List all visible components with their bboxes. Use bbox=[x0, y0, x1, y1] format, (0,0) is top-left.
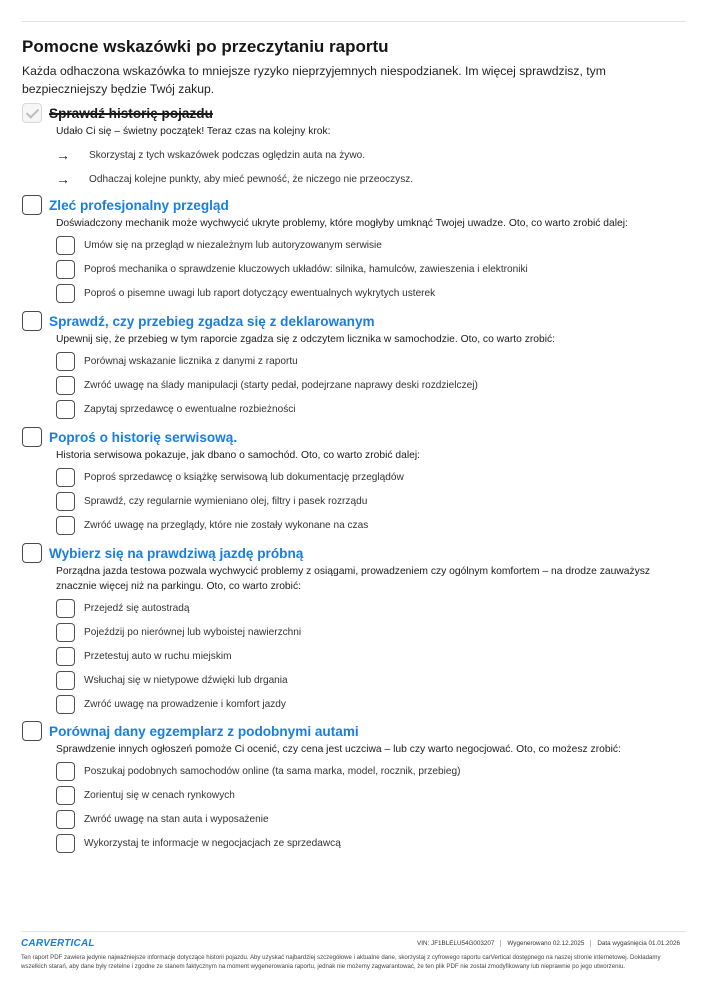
section-checkbox[interactable] bbox=[22, 721, 42, 741]
checklist-item bbox=[56, 260, 687, 279]
section-vehicle-history bbox=[22, 103, 687, 187]
checklist-item-label: Wykorzystaj te informacje w negocjacjach ze sprzedawcą bbox=[84, 838, 341, 849]
item-checkbox[interactable] bbox=[56, 352, 75, 371]
item-checkbox[interactable] bbox=[56, 400, 75, 419]
vin-number: VIN: JF1BLELU54G003207 bbox=[417, 940, 495, 947]
checklist-item-label: Poproś o pisemne uwagi lub raport dotyczący ewentualnych wykrytych usterek bbox=[84, 288, 436, 299]
checklist-item-label: Pojeździj po nierównej lub wyboistej nawierzchni bbox=[84, 627, 302, 638]
checklist-item-label: Zwróć uwagę na prowadzenie i komfort jazdy bbox=[84, 699, 286, 710]
section-professional-inspection bbox=[22, 195, 687, 303]
list-item bbox=[56, 148, 687, 163]
checklist-item-label: Zapytaj sprzedawcę o ewentualne rozbieżności bbox=[84, 404, 296, 415]
checklist-item bbox=[56, 236, 687, 255]
section-title: Wybierz się na prawdziwą jazdę próbną bbox=[49, 545, 304, 561]
checklist-item-label: Przetestuj auto w ruchu miejskim bbox=[84, 651, 232, 662]
checklist-item bbox=[56, 671, 687, 690]
item-checkbox[interactable] bbox=[56, 834, 75, 853]
checklist-item-label: Poproś mechanika o sprawdzenie kluczowych układów: silnika, hamulców, zawieszenia i elektroniki bbox=[84, 264, 528, 275]
generated-date: Wygenerowano 02.12.2025 bbox=[500, 940, 590, 947]
checklist-item bbox=[56, 695, 687, 714]
checklist-item bbox=[56, 599, 687, 618]
arrow-right-icon: → bbox=[56, 147, 70, 163]
checklist-item-label: Umów się na przegląd w niezależnym lub autoryzowanym serwisie bbox=[84, 240, 382, 251]
checklist-item-label: Sprawdź, czy regularnie wymieniano olej, filtry i pasek rozrządu bbox=[84, 496, 368, 507]
item-checkbox[interactable] bbox=[56, 376, 75, 395]
section-test-drive bbox=[22, 543, 687, 714]
checklist-item bbox=[56, 834, 687, 853]
list-item bbox=[56, 172, 687, 187]
section-checkbox[interactable] bbox=[22, 427, 42, 447]
checklist-item-label: Zwróć uwagę na stan auta i wyposażenie bbox=[84, 814, 269, 825]
list-item-label: Skorzystaj z tych wskazówek podczas oględzin auta na żywo. bbox=[89, 150, 366, 161]
section-description: Doświadczony mechanik może wychwycić ukryte problemy, które mogłyby umknąć Twojej uwadze. Oto, co warto zrobić dalej: bbox=[56, 218, 628, 229]
checklist-item bbox=[56, 352, 687, 371]
section-header bbox=[22, 103, 687, 123]
top-divider bbox=[21, 21, 686, 22]
checklist-item bbox=[56, 516, 687, 535]
checklist-item bbox=[56, 647, 687, 666]
checklist-item bbox=[56, 468, 687, 487]
checklist-item bbox=[56, 400, 687, 419]
section-compare-listings bbox=[22, 721, 687, 853]
item-checkbox[interactable] bbox=[56, 786, 75, 805]
item-checkbox[interactable] bbox=[56, 516, 75, 535]
item-checkbox[interactable] bbox=[56, 284, 75, 303]
section-service-history bbox=[22, 427, 687, 535]
section-title: Sprawdź historię pojazdu bbox=[49, 105, 213, 121]
checklist-item-label: Wsłuchaj się w nietypowe dźwięki lub drgania bbox=[84, 675, 288, 686]
section-title: Porównaj dany egzemplarz z podobnymi autami bbox=[49, 723, 359, 739]
checklist-item bbox=[56, 786, 687, 805]
item-checkbox[interactable] bbox=[56, 236, 75, 255]
checklist-item-label: Poszukaj podobnych samochodów online (ta sama marka, model, rocznik, przebieg) bbox=[84, 766, 461, 777]
item-checkbox[interactable] bbox=[56, 468, 75, 487]
checklist-item bbox=[56, 623, 687, 642]
checklist-item bbox=[56, 376, 687, 395]
section-header bbox=[22, 195, 687, 215]
item-checkbox[interactable] bbox=[56, 260, 75, 279]
section-checkbox-checked[interactable] bbox=[22, 103, 42, 123]
section-checkbox[interactable] bbox=[22, 195, 42, 215]
item-checkbox[interactable] bbox=[56, 695, 75, 714]
section-header bbox=[22, 721, 687, 741]
footer-divider bbox=[21, 931, 686, 932]
list-item-label: Odhaczaj kolejne punkty, aby mieć pewność, że niczego nie przeoczysz. bbox=[89, 174, 414, 185]
item-checkbox[interactable] bbox=[56, 623, 75, 642]
checklist-item-label: Zwróć uwagę na ślady manipulacji (starty pedał, podejrzane naprawy deski rozdzielczej) bbox=[84, 380, 478, 391]
checklist-item bbox=[56, 492, 687, 511]
item-checkbox[interactable] bbox=[56, 762, 75, 781]
page-title: Pomocne wskazówki po przeczytaniu raportu bbox=[22, 37, 389, 56]
section-title: Poproś o historię serwisową. bbox=[49, 429, 238, 445]
section-description: Udało Ci się – świetny początek! Teraz czas na kolejny krok: bbox=[56, 126, 331, 137]
report-meta bbox=[411, 940, 686, 947]
section-header bbox=[22, 543, 687, 563]
checklist-item-label: Zwróć uwagę na przeglądy, które nie zostały wykonane na czas bbox=[84, 520, 369, 531]
checklist-item-label: Przejedź się autostradą bbox=[84, 603, 190, 614]
disclaimer: Ten raport PDF zawiera jedynie najważniejsze informacje dotyczące historii pojazdu. Aby uzyskać najbardziej szczegółowe i aktualne dane, skorzystaj z cyfrowego raportu carVertical dostępnego na naszej stronie internetowej. Dokładamy wszelkich starań, aby dane były rzetelne i zgodne ze stanem faktycznym na moment wygenerowania raportu, jednak nie możemy zagwarantować, że ten plik PDF nie został zmodyfikowany lub nieprawnie po jego utworzeniu. bbox=[21, 954, 661, 971]
section-title: Sprawdź, czy przebieg zgadza się z deklarowanym bbox=[49, 313, 375, 329]
brand-logo: CARVERTICAL bbox=[21, 938, 95, 949]
page-intro: Każda odhaczona wskazówka to mniejsze ryzyko nieprzyjemnych niespodzianek. Im więcej sprawdzisz, tym bezpieczniejszy będzie Twój zakup. bbox=[22, 64, 606, 96]
section-header bbox=[22, 311, 687, 331]
expiry-date: Data wygaśnięcia 01.01.2026 bbox=[590, 940, 686, 947]
arrow-right-icon: → bbox=[56, 171, 70, 187]
checklist-item-label: Zorientuj się w cenach rynkowych bbox=[84, 790, 235, 801]
checklist-item-label: Poproś sprzedawcę o książkę serwisową lub dokumentację przeglądów bbox=[84, 472, 404, 483]
checklist-item bbox=[56, 762, 687, 781]
item-checkbox[interactable] bbox=[56, 810, 75, 829]
item-checkbox[interactable] bbox=[56, 647, 75, 666]
section-checkbox[interactable] bbox=[22, 311, 42, 331]
section-title: Zleć profesjonalny przegląd bbox=[49, 197, 229, 213]
item-checkbox[interactable] bbox=[56, 492, 75, 511]
section-description: Historia serwisowa pokazuje, jak dbano o samochód. Oto, co warto zrobić dalej: bbox=[56, 450, 421, 461]
section-description: Porządna jazda testowa pozwala wychwycić problemy z osiągami, prowadzeniem czy ogólnym komfortem – na drodze zauważysz znacznie więcej niż na parkingu. Oto, co warto zrobić: bbox=[56, 566, 651, 592]
checklist-item bbox=[56, 284, 687, 303]
section-description: Upewnij się, że przebieg w tym raporcie zgadza się z odczytem licznika w samochodzie. Oto, co warto zrobić: bbox=[56, 334, 556, 345]
item-checkbox[interactable] bbox=[56, 671, 75, 690]
section-header bbox=[22, 427, 687, 447]
checklist-item-label: Porównaj wskazanie licznika z danymi z raportu bbox=[84, 356, 298, 367]
section-mileage-check bbox=[22, 311, 687, 419]
item-checkbox[interactable] bbox=[56, 599, 75, 618]
checklist-item bbox=[56, 810, 687, 829]
section-checkbox[interactable] bbox=[22, 543, 42, 563]
section-description: Sprawdzenie innych ogłoszeń pomoże Ci ocenić, czy cena jest uczciwa – lub czy warto negocjować. Oto, co możesz zrobić: bbox=[56, 744, 621, 755]
